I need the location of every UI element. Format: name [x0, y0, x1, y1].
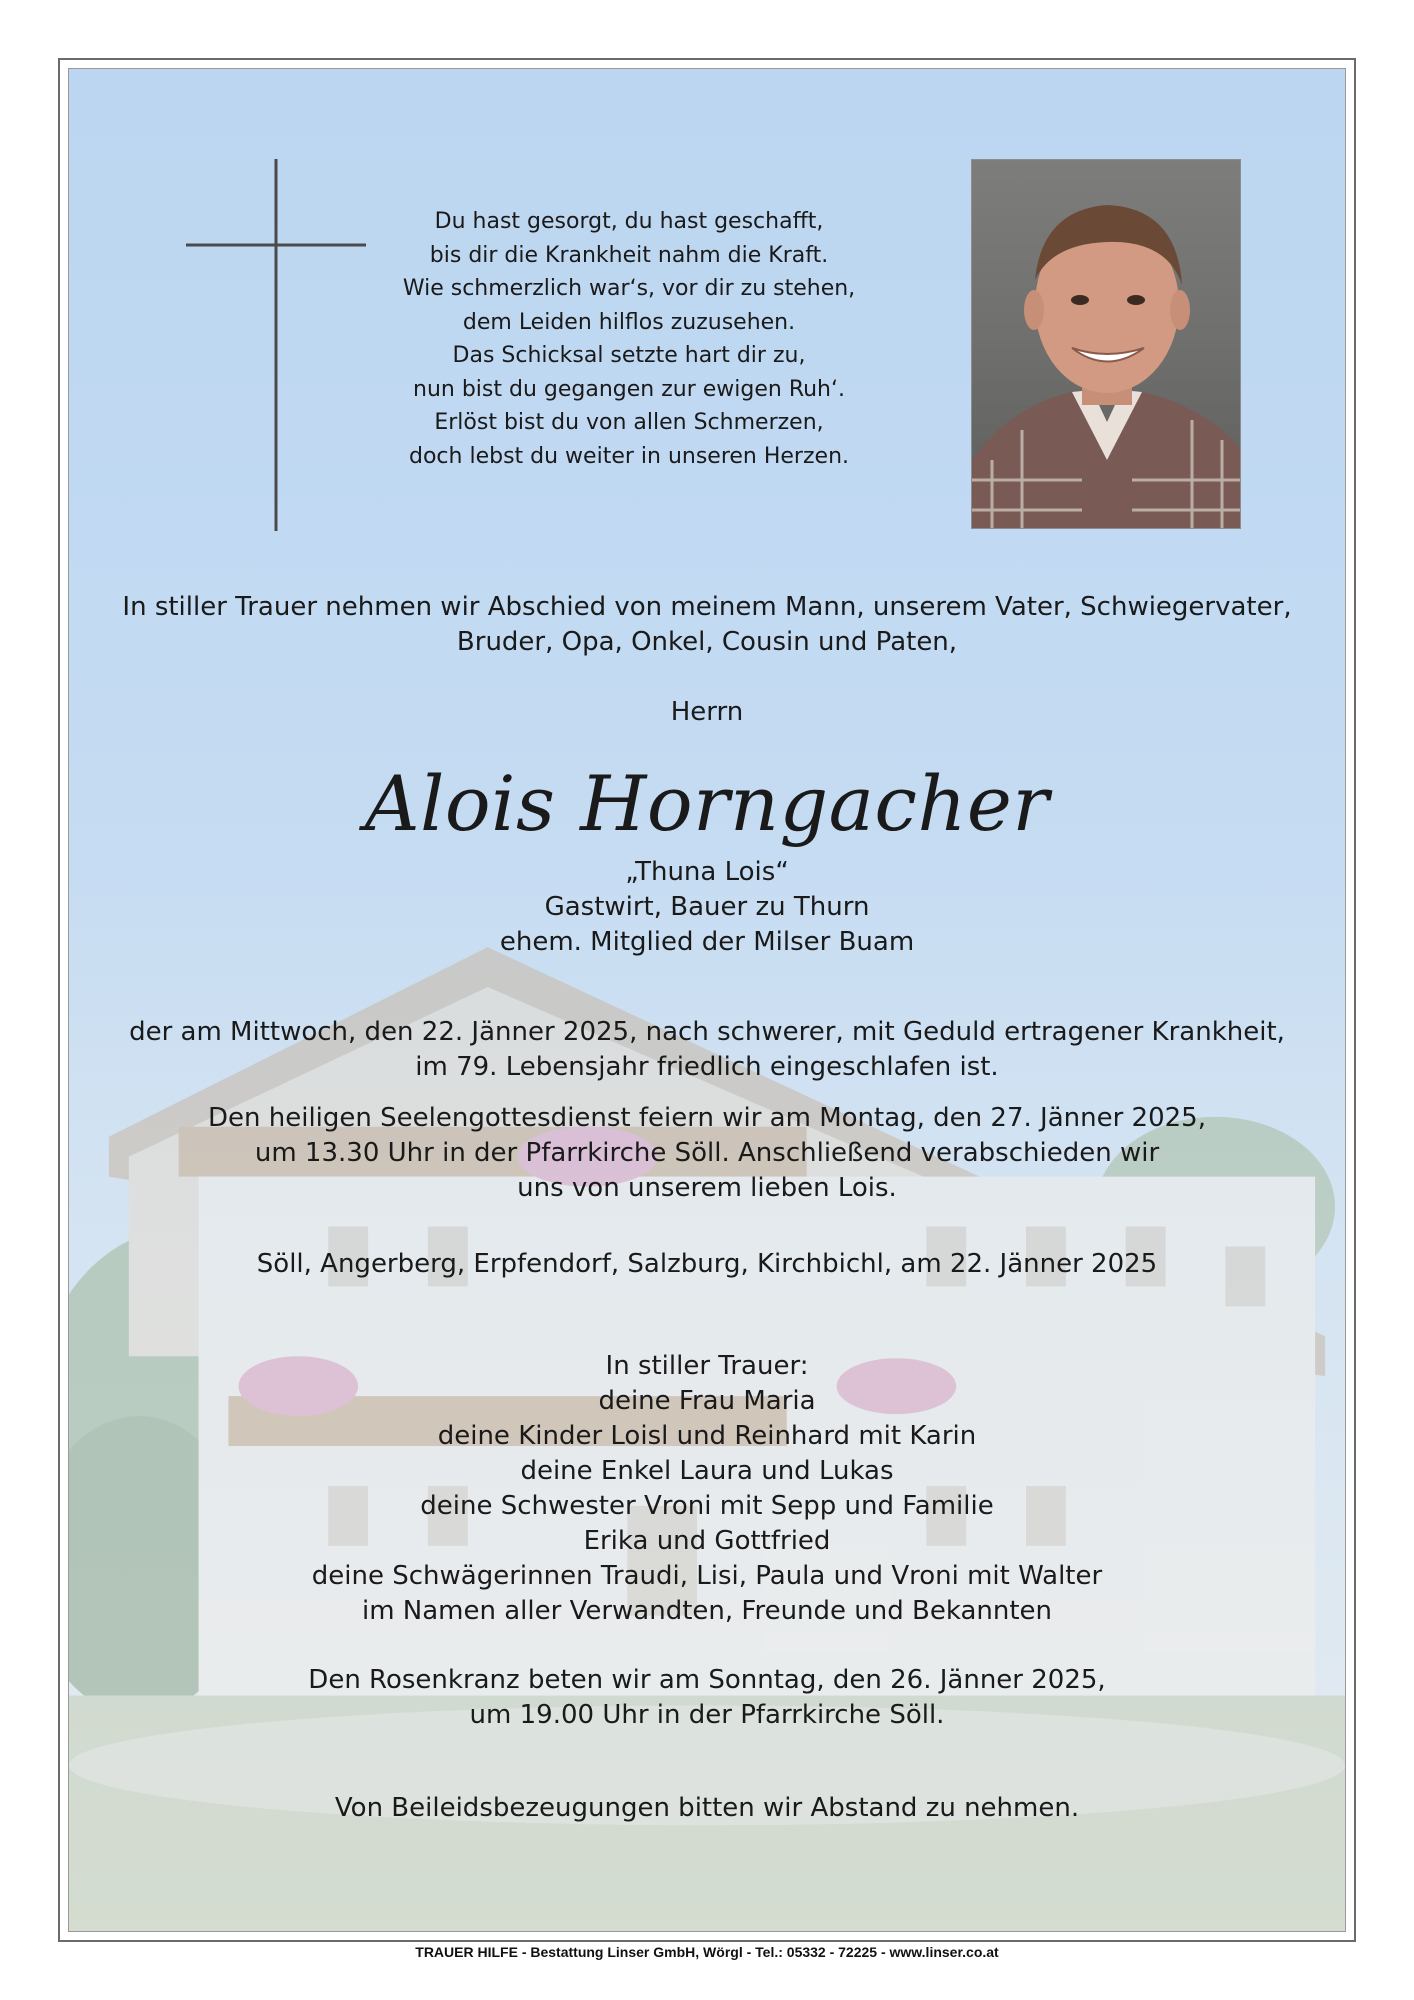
card-background	[68, 68, 1346, 1932]
rosary-notice-line: um 19.00 Uhr in der Pfarrkirche Söll.	[469, 1700, 945, 1730]
mass-notice-line: um 13.30 Uhr in der Pfarrkirche Söll. Anschließend verabschieden wir	[254, 1138, 1160, 1168]
page-frame	[58, 58, 1356, 1942]
footer-imprint: TRAUER HILFE - Bestattung Linser GmbH, Wörgl - Tel.: 05332 - 72225 - www.linser.co.at	[415, 1944, 999, 1960]
rosary-notice	[69, 1663, 1345, 1733]
poem	[289, 205, 969, 473]
mourner-entry: deine Kinder Loisl und Reinhard mit Karin	[437, 1421, 977, 1451]
portrait-photo	[971, 159, 1241, 529]
intro-line: In stiller Trauer nehmen wir Abschied von meinem Mann, unserem Vater, Schwiegervater,	[122, 592, 1292, 622]
death-notice-line: der am Mittwoch, den 22. Jänner 2025, nach schwerer, mit Geduld ertragener Krankheit,	[129, 1017, 1285, 1047]
mourner-entry: deine Enkel Laura und Lukas	[520, 1456, 894, 1486]
mass-notice	[69, 1101, 1345, 1206]
poem-line: Das Schicksal setzte hart dir zu,	[452, 343, 806, 368]
mass-notice-line: Den heiligen Seelengottesdienst feiern wir am Montag, den 27. Jänner 2025,	[208, 1103, 1206, 1133]
mass-notice-line: uns von unserem lieben Lois.	[517, 1173, 897, 1203]
poem-line: Du hast gesorgt, du hast geschafft,	[434, 209, 824, 234]
mourner-entry: deine Schwägerinnen Traudi, Lisi, Paula und Vroni mit Walter	[311, 1561, 1103, 1591]
rosary-notice-line: Den Rosenkranz beten wir am Sonntag, den 26. Jänner 2025,	[308, 1665, 1106, 1695]
mourner-entry: deine Frau Maria	[598, 1386, 816, 1416]
intro-text	[69, 590, 1345, 660]
mourners-heading: In stiller Trauer:	[605, 1351, 809, 1381]
poem-line: dem Leiden hilflos zuzusehen.	[462, 309, 796, 335]
poem-line: Wie schmerzlich war‘s, vor dir zu stehen,	[402, 276, 856, 301]
mourner-entry: im Namen aller Verwandten, Freunde und Bekannten	[361, 1596, 1053, 1626]
mourner-entry: deine Schwester Vroni mit Sepp und Familie	[420, 1491, 994, 1521]
mourners-list	[69, 1349, 1345, 1629]
nickname: „Thuna Lois“	[625, 857, 789, 887]
poem-line: Erlöst bist du von allen Schmerzen,	[434, 410, 824, 435]
place-date: Söll, Angerberg, Erpfendorf, Salzburg, Kirchbichl, am 22. Jänner 2025	[256, 1249, 1158, 1279]
poem-line: doch lebst du weiter in unseren Herzen.	[409, 443, 849, 469]
condolence-note: Von Beileidsbezeugungen bitten wir Abstand zu nehmen.	[334, 1793, 1080, 1823]
salutation: Herrn	[670, 697, 744, 727]
poem-line: nun bist du gegangen zur ewigen Ruh‘.	[413, 376, 845, 402]
death-notice	[69, 1015, 1345, 1085]
epithets	[69, 855, 1345, 960]
intro-line: Bruder, Opa, Onkel, Cousin und Paten,	[456, 627, 958, 657]
mourner-entry: Erika und Gottfried	[583, 1526, 831, 1556]
membership: ehem. Mitglied der Milser Buam	[499, 927, 915, 957]
death-notice-line: im 79. Lebensjahr friedlich eingeschlafen ist.	[415, 1052, 999, 1082]
poem-line: bis dir die Krankheit nahm die Kraft.	[429, 242, 829, 268]
occupation: Gastwirt, Bauer zu Thurn	[544, 892, 870, 922]
deceased-name: Alois Horngacher	[364, 759, 1050, 848]
